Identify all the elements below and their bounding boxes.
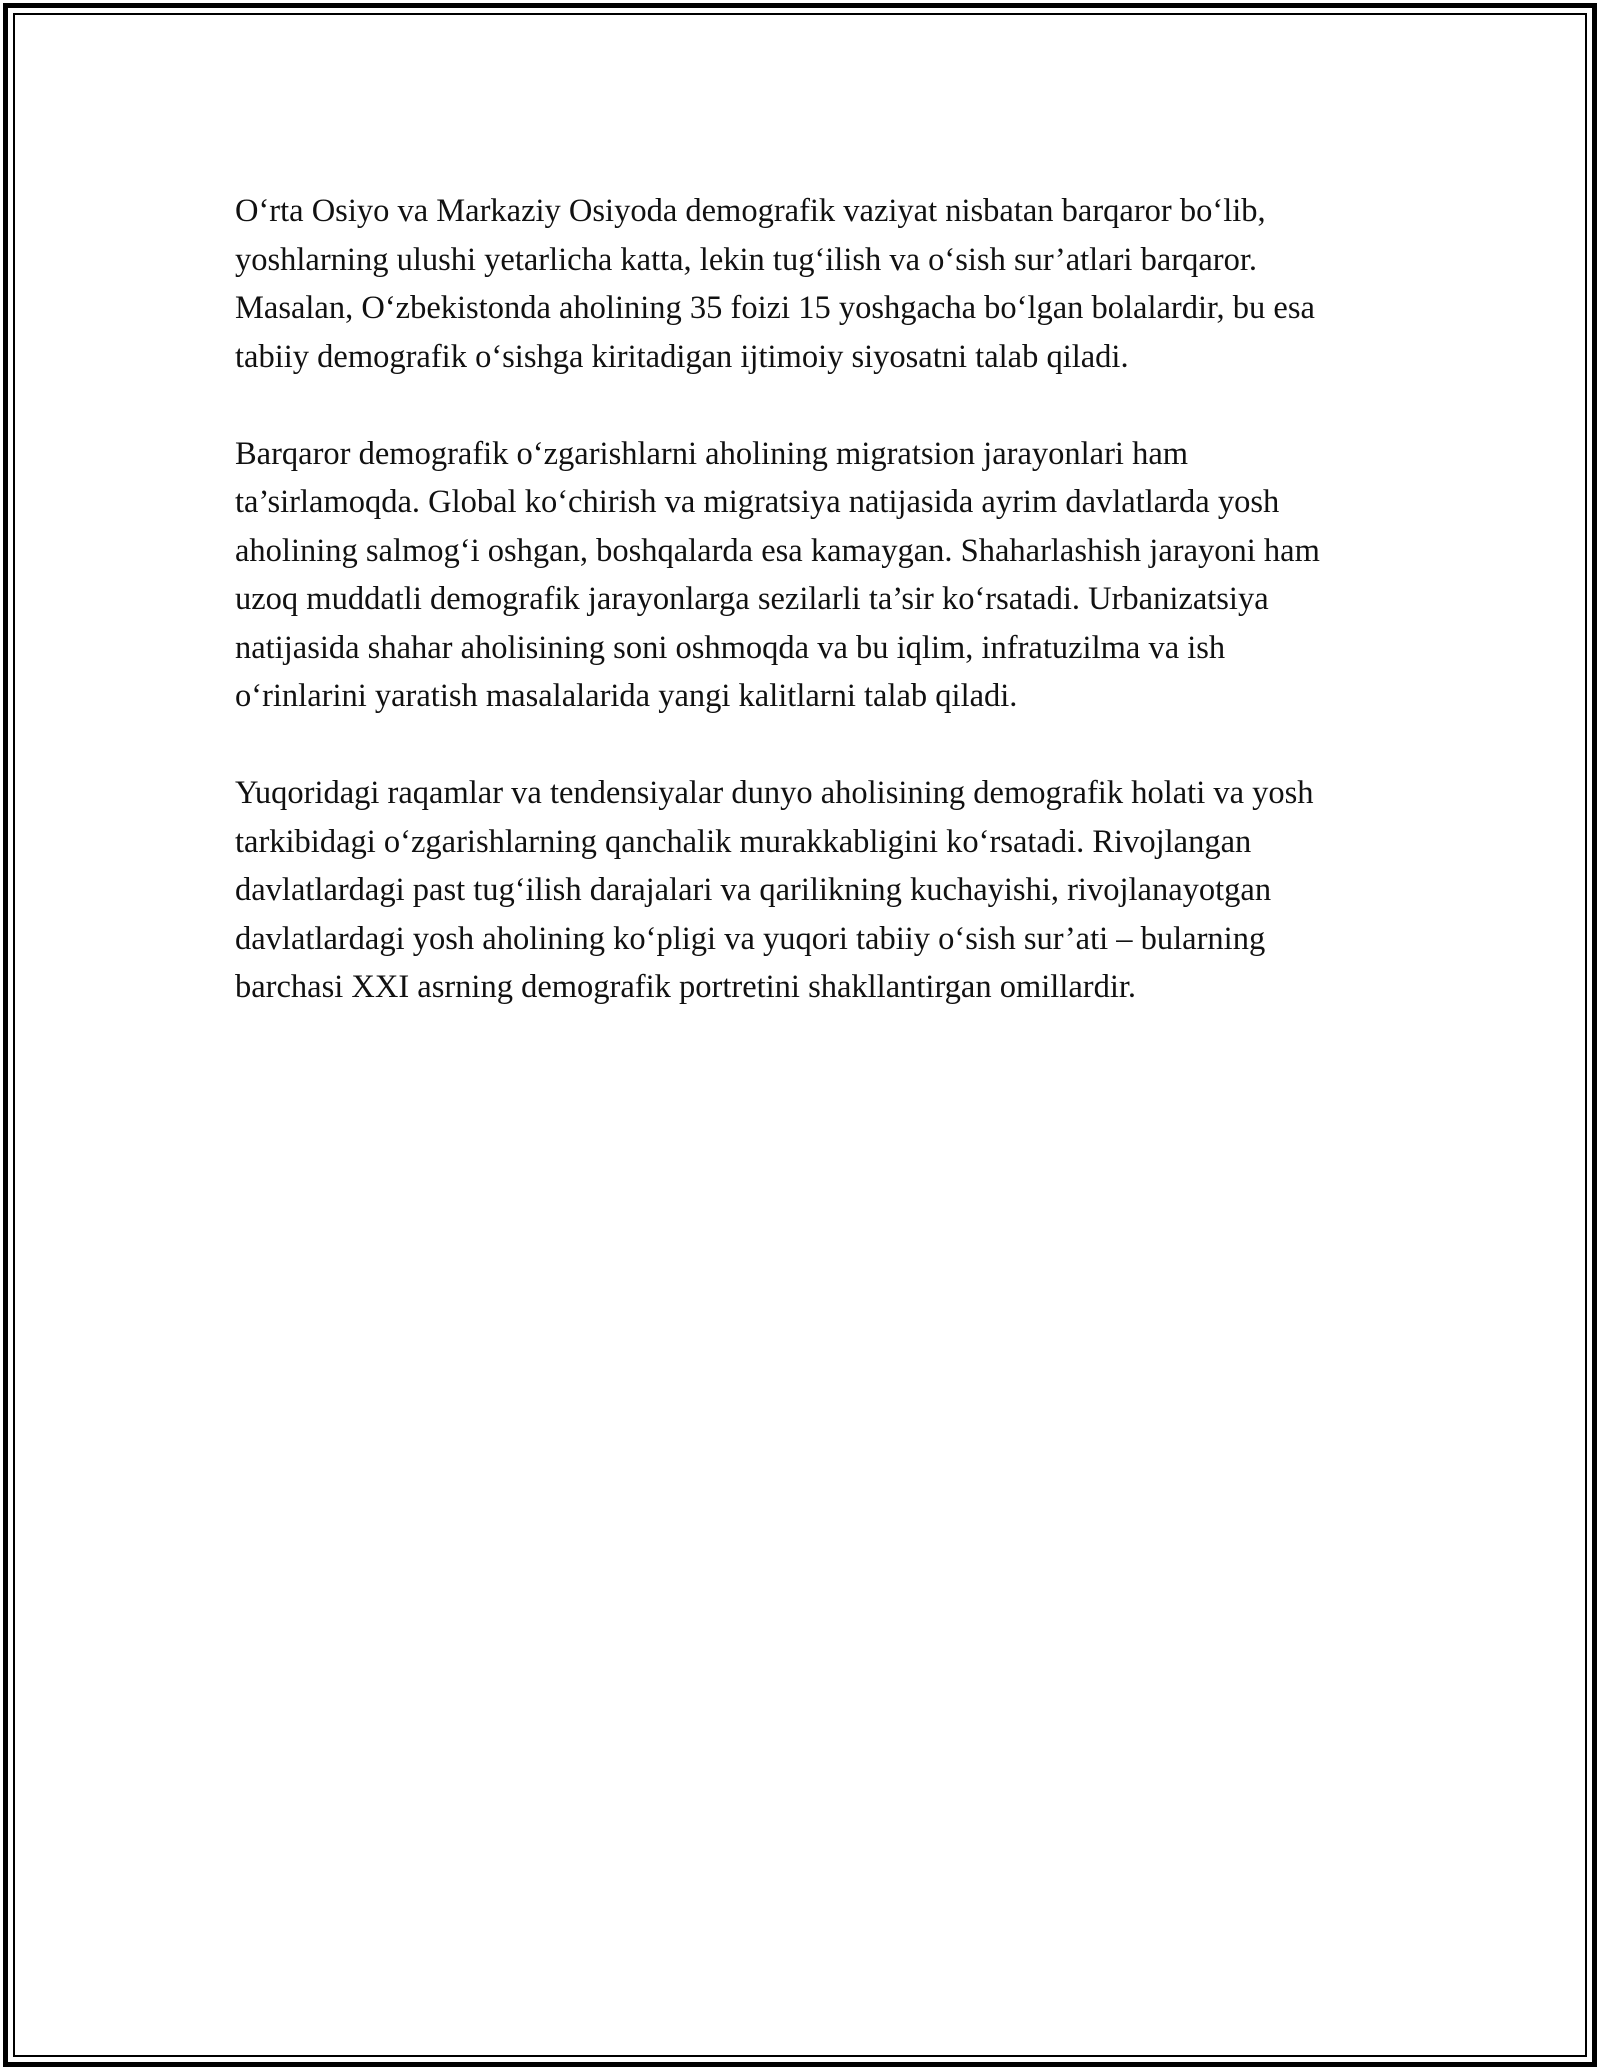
paragraph-3: Yuqoridagi raqamlar va tendensiyalar dunyo aholisining demografik holati va yosh tarkibidagi o‘zgarishlarning qanchalik murakkabligini ko‘rsatadi. Rivojlangan davlatlardagi past tug‘ilish darajalari va qarilikning kuchayishi, rivojlanayotgan davlatlardagi yosh aholining ko‘pligi va yuqori tabiiy o‘sish sur’ati – bularning barchasi XXI asrning demografik portretini shakllantirgan omillardir. [235, 775, 1314, 1005]
document-body [235, 187, 1360, 1060]
paragraph-2: Barqaror demografik o‘zgarishlarni aholining migratsion jarayonlari ham ta’sirlamoqda. Global ko‘chirish va migratsiya natijasida ayrim davlatlarda yosh aholining salmog‘i oshgan, boshqalarda esa kamaygan. Shaharlashish jarayoni ham uzoq muddatli demografik jarayonlarga sezilarli ta’sir ko‘rsatadi. Urbanizatsiya natijasida shahar aholisining soni oshmoqda va bu iqlim, infratuzilma va ish o‘rinlarini yaratish masalalarida yangi kalitlarni talab qiladi. [235, 435, 1320, 714]
paragraph-1: O‘rta Osiyo va Markaziy Osiyoda demografik vaziyat nisbatan barqaror bo‘lib, yoshlarning ulushi yetarlicha katta, lekin tug‘ilish va o‘sish sur’atlari barqaror. Masalan, O‘zbekistonda aholining 35 foizi 15 yoshgacha bo‘lgan bolalardir, bu esa tabiiy demografik o‘sishga kiritadigan ijtimoiy siyosatni talab qiladi. [235, 193, 1315, 375]
